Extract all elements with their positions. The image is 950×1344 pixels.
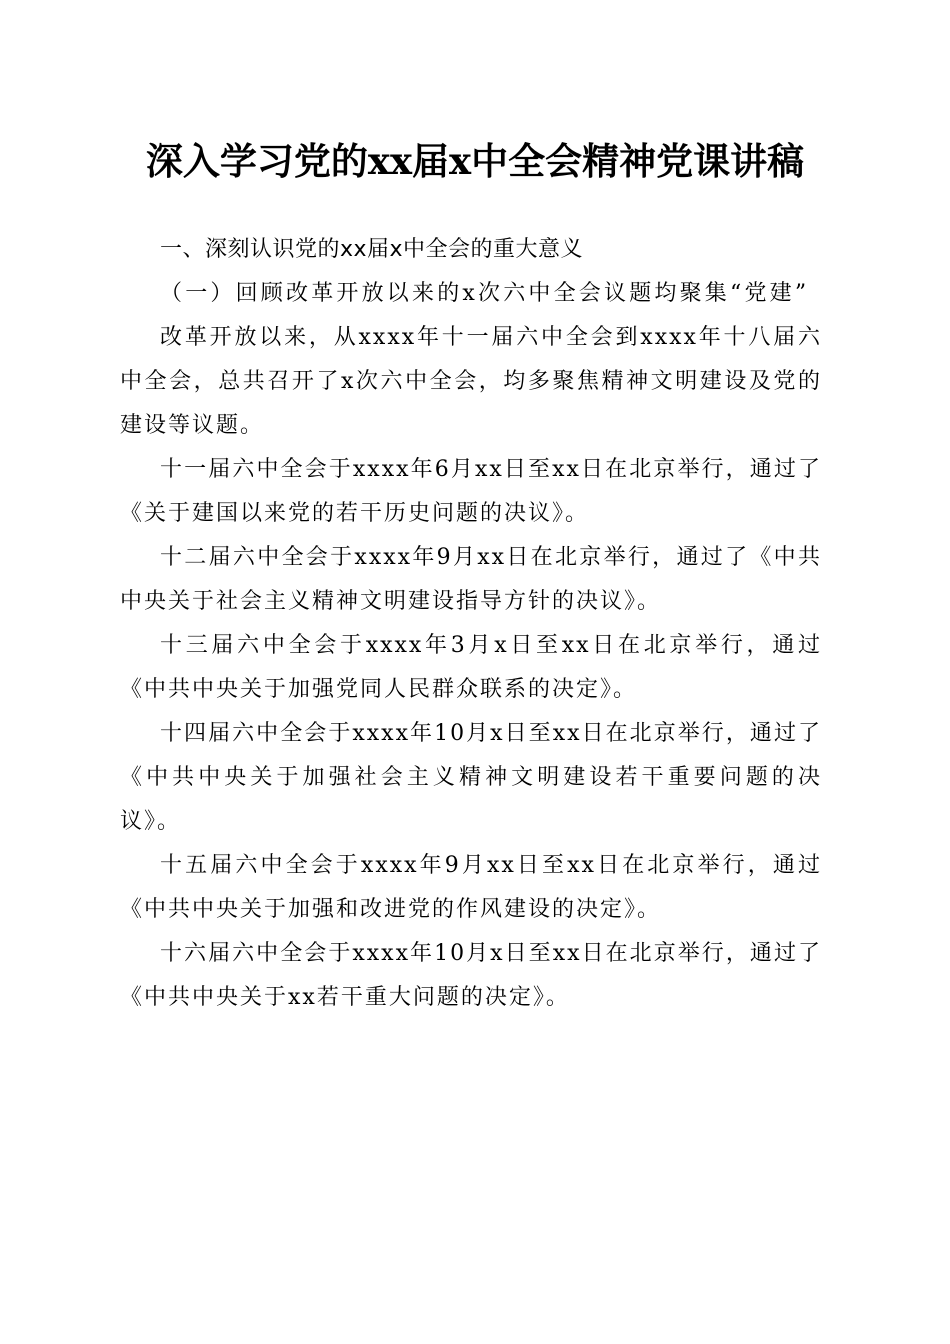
paragraph: 十四届六中全会于xxxx年10月x日至xx日在北京举行，通过了《中共中央关于加强社会主义精神文明建设若干重要问题的决议》。 <box>120 721 822 834</box>
paragraph: 十一届六中全会于xxxx年6月xx日至xx日在北京举行，通过了《关于建国以来党的若干历史问题的决议》。 <box>120 457 822 526</box>
paragraph: 改革开放以来，从xxxx年十一届六中全会到xxxx年十八届六中全会，总共召开了x次六中全会，均多聚焦精神文明建设及党的建设等议题。 <box>120 325 822 438</box>
paragraph: 十三届六中全会于xxxx年3月x日至xx日在北京举行，通过《中共中央关于加强党同人民群众联系的决定》。 <box>120 633 822 702</box>
document-title: 深入学习党的xx届x中全会精神党课讲稿 <box>145 139 805 183</box>
paragraph: 十二届六中全会于xxxx年9月xx日在北京举行，通过了《中共中央关于社会主义精神文明建设指导方针的决议》。 <box>120 545 822 614</box>
paragraph: 十六届六中全会于xxxx年10月x日至xx日在北京举行，通过了《中共中央关于xx若干重大问题的决定》。 <box>120 941 822 1010</box>
subsection-heading: （一）回顾改革开放以来的x次六中全会议题均聚集“党建” <box>160 281 810 306</box>
paragraph: 十五届六中全会于xxxx年9月xx日至xx日在北京举行，通过《中共中央关于加强和改进党的作风建设的决定》。 <box>120 853 822 922</box>
document-body <box>120 228 822 1020</box>
section-heading: 一、深刻认识党的xx届x中全会的重大意义 <box>160 237 584 262</box>
